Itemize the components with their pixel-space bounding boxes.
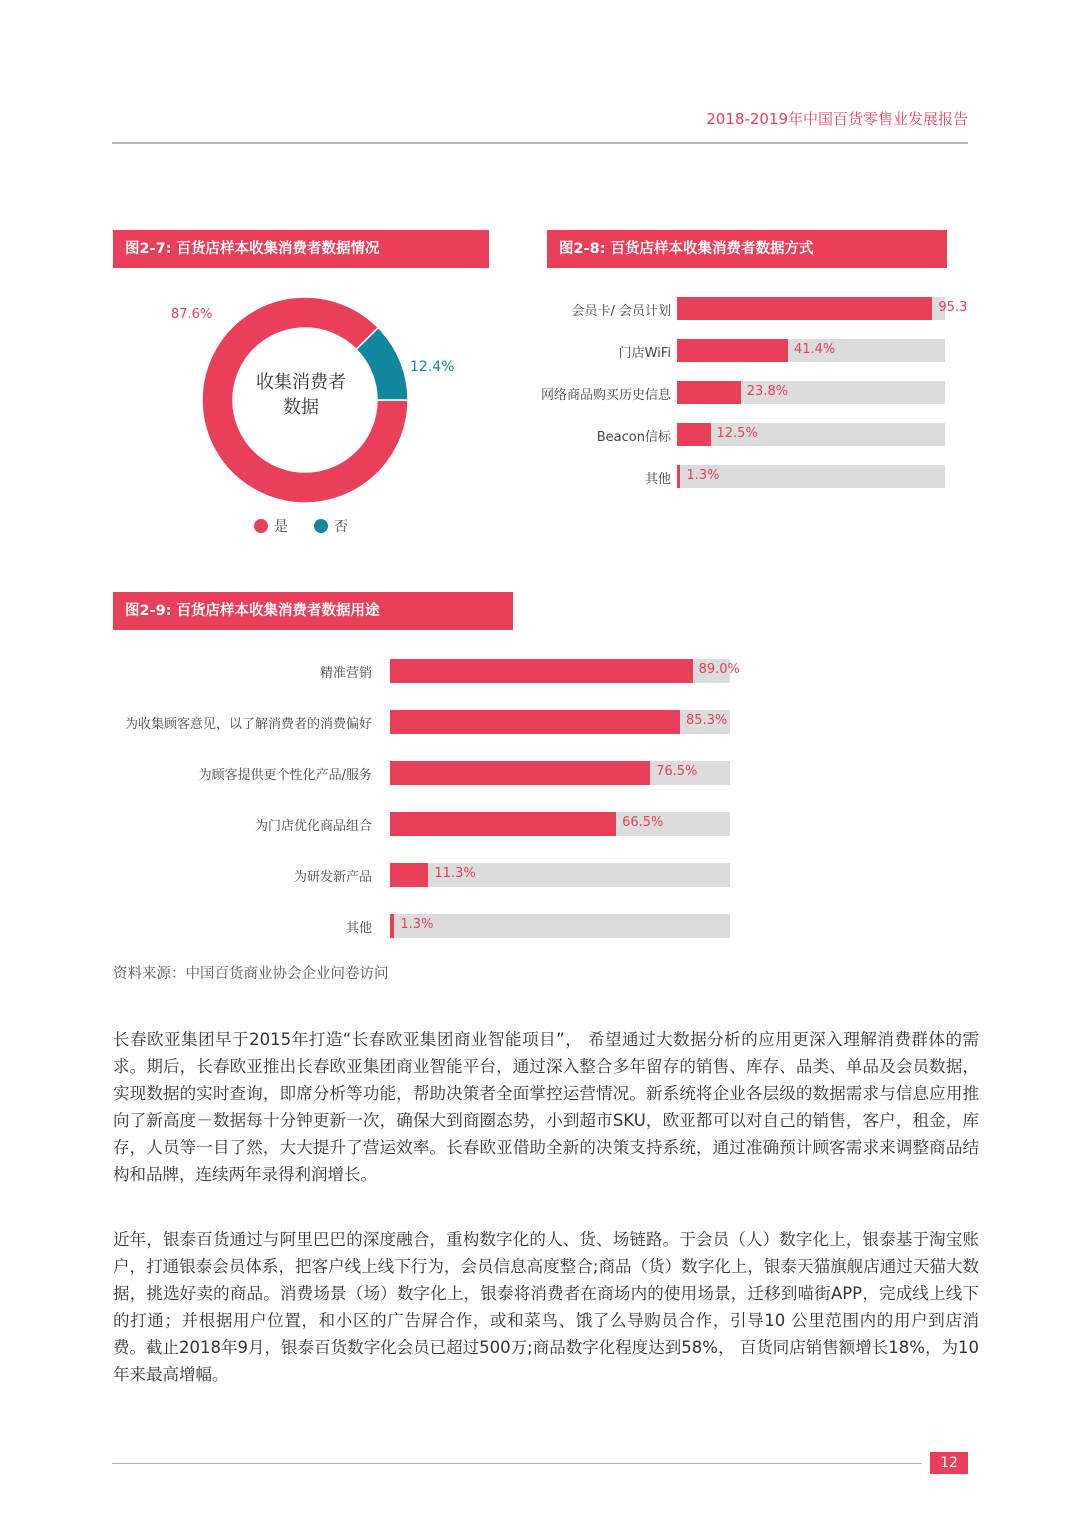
data-source-note: 资料来源：中国百货商业协会企业问卷访问 xyxy=(113,966,389,982)
fig29-value-label: 66.5% xyxy=(622,815,664,830)
fig28-value-label: 95.3 xyxy=(938,299,968,315)
fig29-category-label: 精准营销 xyxy=(319,666,372,681)
fig29-bar xyxy=(390,710,680,734)
fig29-value-label: 76.5% xyxy=(656,764,698,779)
donut-center-line1: 收集消费者 xyxy=(256,372,346,393)
legend-no xyxy=(314,516,348,536)
fig29-value-label: 85.3% xyxy=(686,713,728,728)
fig29-category-label: 其他 xyxy=(345,921,372,936)
fig28-title: 图2-8: 百货店样本收集消费者数据方式 xyxy=(547,230,947,268)
fig29-value-label: 89.0% xyxy=(698,662,740,677)
fig28-value-label: 12.5% xyxy=(716,425,758,441)
fig28-bar xyxy=(677,423,711,446)
fig28-bar xyxy=(677,339,788,362)
fig28-category-label: 其他 xyxy=(644,471,671,487)
fig29-category-label: 为研发新产品 xyxy=(293,870,372,885)
fig27-title: 图2-7: 百货店样本收集消费者数据情况 xyxy=(113,230,489,268)
fig28-category-label: 网络商品购买历史信息 xyxy=(540,387,671,403)
fig28-value-label: 1.3% xyxy=(686,467,720,483)
fig28-category-label: 门店WiFi xyxy=(618,345,671,361)
fig29-category-label: 为收集顾客意见，以了解消费者的消费偏好 xyxy=(124,717,372,732)
footer-divider xyxy=(112,1463,922,1464)
fig29-bar xyxy=(390,914,394,938)
fig29-bar xyxy=(390,812,616,836)
paragraph-changchun-eurasia: 长春欧亚集团早于2015年打造“长春欧亚集团商业智能项目”， 希望通过大数据分析的应用更深入理解消费群体的需求。期后，长春欧亚推出长春欧亚集团商业智能平台，通过深入整合多年留存的销售、库存、品类、单品及会员数据，实现数据的实时查询，即席分析等功能，帮助决策者全面掌控运营情况。新系统将企业各层级的数据需求与信息应用推向了新高度－数据每十分钟更新一次，确保大到商圈态势，小到超市SKU，欧亚都可以对自己的销售，客户，租金，库存，人员等一目了然，大大提升了营运效率。长春欧亚借助全新的决策支持系统，通过准确预计顾客需求来调整商品结构和品牌，连续两年录得利润增长。 xyxy=(113,1030,979,1184)
fig29-category-label: 为门店优化商品组合 xyxy=(254,819,372,834)
pie-label-no: 12.4% xyxy=(410,359,455,375)
report-title: 2018-2019年中国百货零售业发展报告 xyxy=(706,110,968,128)
fig28-bar xyxy=(677,465,680,488)
legend-yes xyxy=(254,516,288,536)
fig29-category-label: 为顾客提供更个性化产品/服务 xyxy=(198,768,372,783)
donut-center-line2: 数据 xyxy=(283,397,319,418)
legend-yes-marker xyxy=(254,519,268,533)
donut-center-label xyxy=(231,370,371,420)
fig29-bar xyxy=(390,863,428,887)
legend-yes-label: 是 xyxy=(274,519,288,535)
fig29-value-label: 1.3% xyxy=(400,917,434,932)
legend-no-marker xyxy=(314,519,328,533)
pie-label-yes: 87.6% xyxy=(171,307,213,322)
fig28-bar xyxy=(677,381,741,404)
paragraph-yintai: 近年，银泰百货通过与阿里巴巴的深度融合，重构数字化的人、货、场链路。于会员（人）数字化上，银泰基于淘宝账户，打通银泰会员体系，把客户线上线下行为，会员信息高度整合;商品（货）数字化上，银泰天猫旗舰店通过天猫大数据，挑选好卖的商品。消费场景（场）数字化上，银泰将消费者在商场内的使用场景，迁移到喵街APP，完成线上线下的打通；并根据用户位置，和小区的广告屏合作，或和菜鸟、饿了么导购员合作，引导10 公里范围内的用户到店消费。截止2018年9月，银泰百货数字化会员已超过500万;商品数字化程度达到58%， 百货同店销售额增长18%，为10年来最高增幅。 xyxy=(113,1230,979,1384)
fig28-value-label: 41.4% xyxy=(793,341,836,357)
fig29-title: 图2-9: 百货店样本收集消费者数据用途 xyxy=(113,592,513,630)
page-number: 12 xyxy=(930,1452,968,1474)
legend-no-label: 否 xyxy=(334,519,348,535)
fig29-bar xyxy=(390,761,650,785)
fig29-bar-track xyxy=(390,914,730,938)
fig28-bar xyxy=(677,297,932,320)
fig28-value-label: 23.8% xyxy=(746,383,789,399)
header-divider xyxy=(112,142,968,144)
fig29-bar xyxy=(390,659,693,683)
fig28-category-label: 会员卡/ 会员计划 xyxy=(571,303,671,319)
fig28-category-label: Beacon信标 xyxy=(596,429,671,445)
fig29-value-label: 11.3% xyxy=(434,866,476,881)
